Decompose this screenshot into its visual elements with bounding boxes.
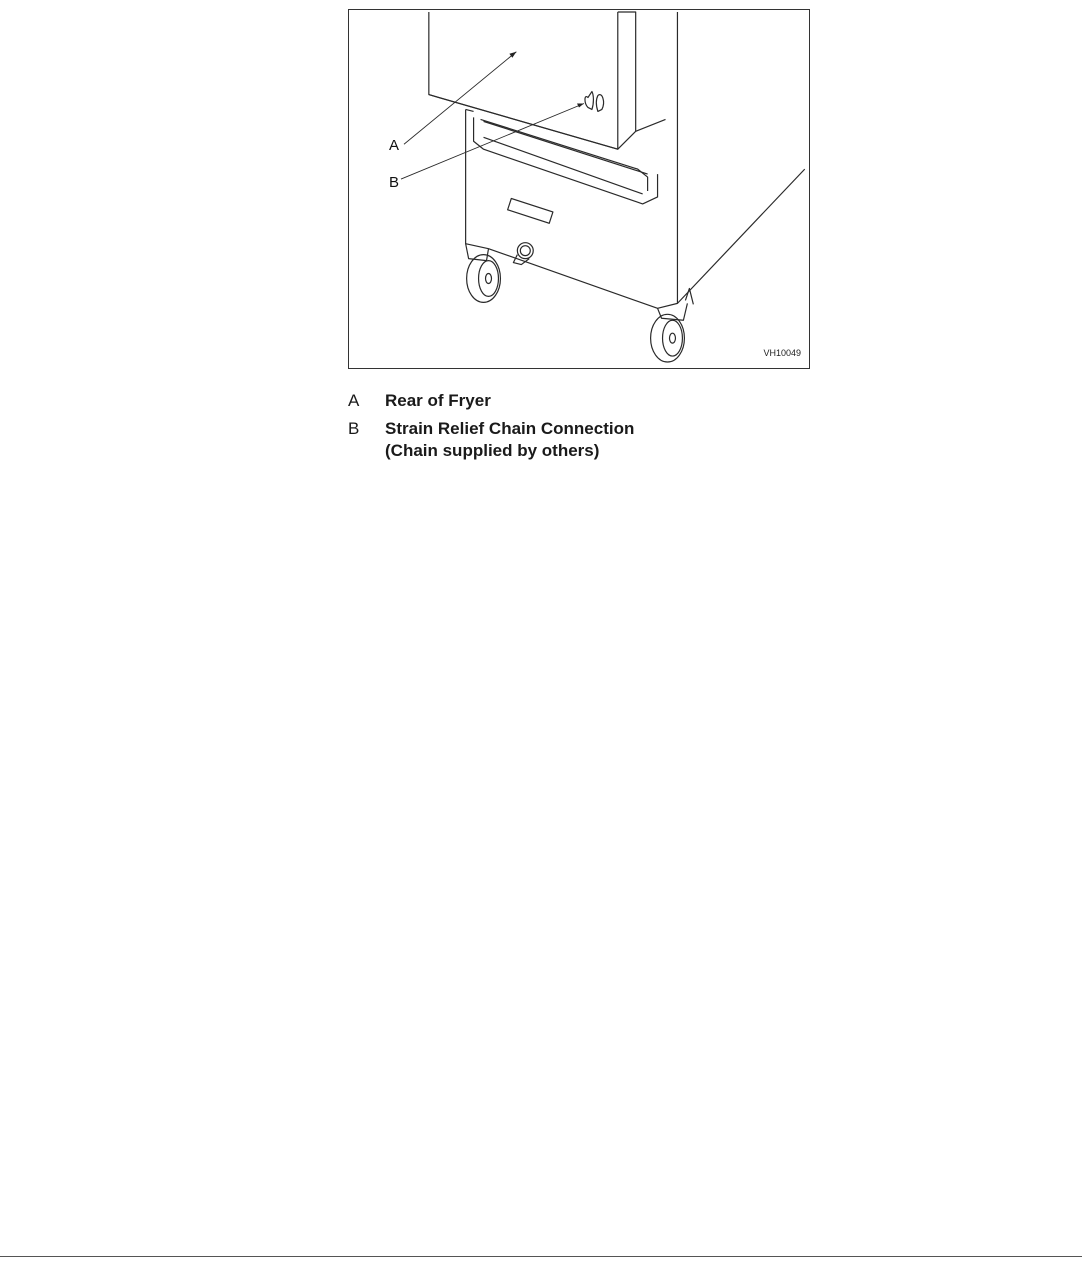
callout-b: B (389, 174, 400, 191)
figure-frame (348, 9, 810, 369)
left-caster (466, 244, 501, 303)
legend-label-group (385, 418, 634, 462)
figure-id: VH10049 (763, 348, 801, 358)
legend-item (348, 418, 848, 462)
legend-letter: A (348, 391, 360, 410)
label-plate (508, 198, 553, 223)
callout-a: A (389, 137, 400, 154)
legend-letter: B (348, 419, 360, 438)
right-caster (651, 288, 694, 362)
keyhole-connector (585, 92, 604, 112)
page-bottom-rule (0, 1256, 1082, 1257)
fryer-rear-illustration (349, 10, 809, 368)
figure-legend (348, 390, 848, 468)
filter-pan (474, 117, 658, 204)
upper-cabinet-side (618, 12, 636, 149)
legend-label: Rear of Fryer (385, 391, 491, 410)
legend-label: Strain Relief Chain Connection (385, 419, 635, 438)
legend-item (348, 390, 848, 412)
legend-sublabel: (Chain supplied by others) (385, 441, 600, 460)
